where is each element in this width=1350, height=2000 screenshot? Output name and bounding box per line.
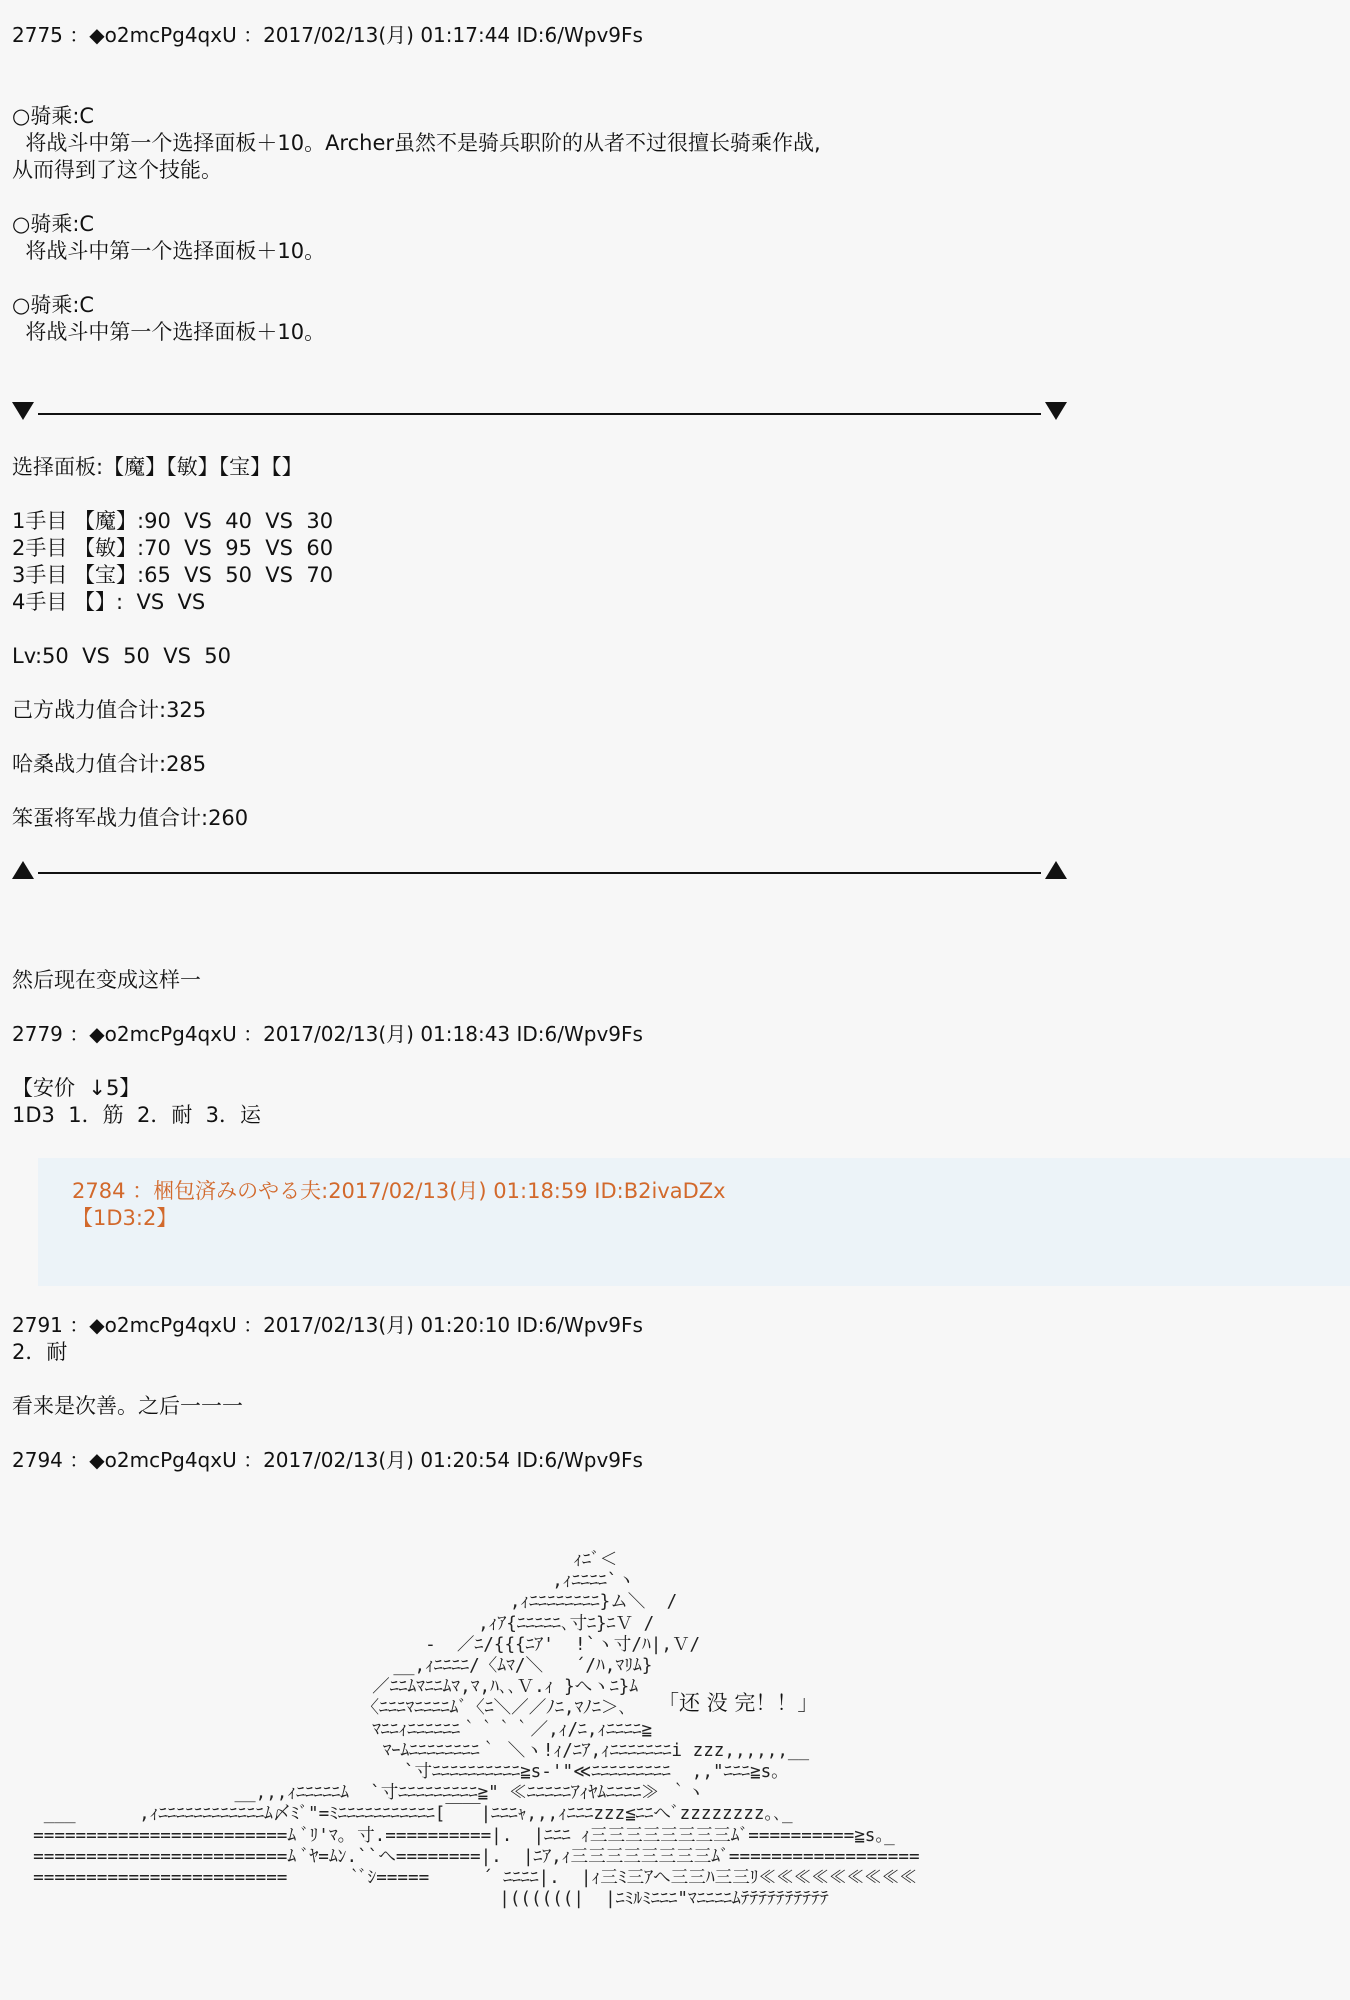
down-triangle-icon: [12, 402, 34, 420]
post-header: 2779 ：◆o2mcPg4qxU ：2017/02/13(月) 01:18:43 ID:6/Wpv9Fs: [12, 1022, 643, 1046]
hasan-total: 哈桑战力值合计:285: [12, 752, 207, 776]
roll-result: 2．耐: [12, 1340, 68, 1364]
panel-row: 2手目 【敏】:70 VS 95 VS 60: [12, 536, 334, 560]
skill-title: ○骑乘:C: [12, 293, 95, 317]
skill-desc: 从而得到了这个技能。: [12, 158, 222, 182]
skill-desc: 将战斗中第一个选择面板＋10。: [12, 239, 326, 263]
panel-row: 3手目 【宝】:65 VS 50 VS 70: [12, 563, 334, 587]
roll-prompt: 【安价 ↓5】: [12, 1076, 141, 1100]
down-triangle-icon: [1045, 402, 1067, 420]
post-header: 2794 ：◆o2mcPg4qxU ：2017/02/13(月) 01:20:54 ID:6/Wpv9Fs: [12, 1448, 643, 1472]
separator-top: [12, 400, 1067, 428]
roll-options: 1D3 1．筋 2．耐 3．运: [12, 1103, 262, 1127]
narration: 然后现在变成这样一: [12, 968, 201, 992]
ascii-art: ｨﾆﾞ＜ ,ｨﾆﾆﾆﾆ`ヽ ,ｨﾆﾆﾆﾆﾆﾆﾆﾆ}ム＼ / ,ｨｱ{ﾆﾆﾆﾆﾆ､寸ﾆ}ﾆＶ / - ／ﾆ/{{{ﾆｱ' !`ヽ寸/ﾊ|,Ｖ/ __,ｨﾆﾆﾆﾆ/〈ﾑﾏ/＼ ´/ﾊ,ﾏﾘﾑ} ／ﾆﾆﾑﾏﾆﾆﾑﾏ,ﾏ,ﾊ､､Ｖ.ｨ }へヽﾆ}ﾑ 〈ﾆﾆﾆﾏﾆﾆﾆﾆﾑﾞ〈ﾆ＼／／ﾉﾆ,ﾏﾉﾆ＞､ ﾏﾆﾆｨﾆﾆﾆﾆﾆﾆ｀｀｀｀／,ｨ/ﾆ,ｨﾆﾆﾆﾆ≧ ﾏｰﾑﾆﾆﾆﾆﾆﾆﾆﾆ｀ ＼ヽ!ｨ/ﾆｱ,ｨﾆﾆﾆﾆﾆﾆﾆi zzz,,,,,,__ `寸ﾆﾆﾆﾆﾆﾆﾆﾆﾆﾆ≧s-'"≪ﾆﾆﾆﾆﾆﾆﾆﾆﾆ ,,"ﾆﾆﾆ≧s｡ __,,,ｨﾆﾆﾆﾆﾆﾑ `寸ﾆﾆﾆﾆﾆﾆﾆﾆﾆ≧" ≪ﾆﾆﾆﾆﾆｱｨﾔﾑﾆﾆﾆﾆ≫ ｀ヽ ___ ,ｨﾆﾆﾆﾆﾆﾆﾆﾆﾆﾆﾆﾆﾑ〆ﾐﾞ"=ﾐﾆﾆﾆﾆﾆﾆﾆﾆﾆﾆﾆ[￣￣|ﾆﾆﾆｬ,,,ｨﾆﾆﾆzzz≦ﾆﾆへﾞzzzzzzzz｡､_ ========================ﾑ ﾞﾘ'ﾏ｡ 寸.==========|. |ﾆﾆﾆ ｨ三三三三三三三三ﾑﾞ==========≧s｡_ ========================ﾑ ﾞﾔ=ﾑﾝ.``へ========|. |ﾆｱ,ｨ三三三三三三三三ﾑﾞ================== ======================== `ﾞｼ===== ´ ﾆﾆﾆﾆ|. |ｨ三ﾐ三ｱへ三三ﾊ三三ﾘ≪≪≪≪≪≪≪≪≪ |((((((| |ﾆﾐﾙﾐﾆﾆﾆ"ﾏﾆﾆﾆﾆﾑﾃﾃﾃﾃﾃﾃﾃﾃﾃﾃ: [33, 1550, 920, 1910]
panel-lv: Lv:50 VS 50 VS 50: [12, 644, 232, 668]
post-header: 2775 ：◆o2mcPg4qxU ：2017/02/13(月) 01:17:44 ID:6/Wpv9Fs: [12, 23, 643, 47]
separator-bottom: [12, 859, 1067, 887]
panel-title: 选择面板:【魔】【敏】【宝】【】: [12, 455, 303, 479]
skill-desc: 将战斗中第一个选择面板＋10。: [12, 320, 326, 344]
separator-line: [38, 413, 1041, 415]
skill-desc: 将战斗中第一个选择面板＋10。Archer虽然不是骑兵职阶的从者不过很擅长骑乘作战,: [12, 131, 821, 155]
separator-line: [38, 872, 1041, 874]
quoted-post: [38, 1158, 1350, 1286]
narration: 看来是次善。之后一一一: [12, 1394, 243, 1418]
panel-row: 1手目 【魔】:90 VS 40 VS 30: [12, 509, 334, 533]
skill-title: ○骑乘:C: [12, 104, 95, 128]
general-total: 笨蛋将军战力值合计:260: [12, 806, 249, 830]
up-triangle-icon: [1045, 861, 1067, 879]
post-header: 2791 ：◆o2mcPg4qxU ：2017/02/13(月) 01:20:10 ID:6/Wpv9Fs: [12, 1313, 643, 1337]
own-total: 己方战力值合计:325: [12, 698, 207, 722]
quoted-post-header: 2784 ：梱包済みのやる夫:2017/02/13(月) 01:18:59 ID:B2ivaDZx: [72, 1179, 726, 1203]
skill-title: ○骑乘:C: [12, 212, 95, 236]
quoted-post-body: 【1D3:2】: [72, 1206, 178, 1230]
up-triangle-icon: [12, 861, 34, 879]
panel-row: 4手目 【】: VS VS: [12, 590, 206, 614]
speech-text: 「还 没 完！！」: [658, 1691, 819, 1715]
